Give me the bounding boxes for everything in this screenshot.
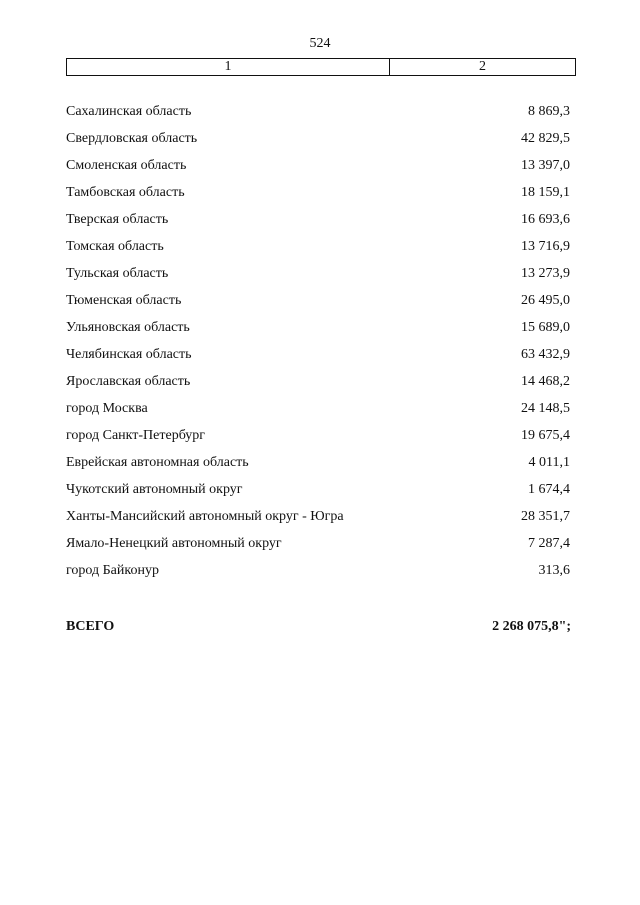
total-label: ВСЕГО	[66, 619, 115, 634]
region-value: 13 273,9	[521, 266, 570, 281]
column-header-1: 1	[67, 59, 390, 75]
region-name: Еврейская автономная область	[66, 455, 249, 470]
region-value: 16 693,6	[521, 212, 570, 227]
column-header-2: 2	[479, 59, 486, 74]
region-name: город Москва	[66, 401, 148, 416]
table-row	[66, 453, 570, 480]
table-row	[66, 561, 570, 588]
region-name: Тамбовская область	[66, 185, 185, 200]
region-name: Тульская область	[66, 266, 169, 281]
region-value: 7 287,4	[528, 536, 570, 551]
table-row	[66, 534, 570, 561]
region-name: Свердловская область	[66, 131, 198, 146]
region-value: 18 159,1	[521, 185, 570, 200]
region-name: Ханты-Мансийский автономный округ - Югра	[66, 509, 344, 524]
region-value: 63 432,9	[521, 347, 570, 362]
table-row	[66, 345, 570, 372]
table-row	[66, 426, 570, 453]
region-name: Тюменская область	[66, 293, 182, 308]
region-value: 42 829,5	[521, 131, 570, 146]
region-value: 24 148,5	[521, 401, 570, 416]
region-value: 4 011,1	[528, 455, 570, 470]
region-value: 313,6	[538, 563, 570, 578]
table-row	[66, 399, 570, 426]
table-row	[66, 102, 570, 129]
region-value: 13 716,9	[521, 239, 570, 254]
region-value: 8 869,3	[528, 104, 570, 119]
region-value: 1 674,4	[528, 482, 570, 497]
region-name: Ульяновская область	[66, 320, 190, 335]
region-name: Ямало-Ненецкий автономный округ	[66, 536, 282, 551]
region-list	[66, 102, 570, 588]
region-value: 19 675,4	[521, 428, 570, 443]
region-name: город Байконур	[66, 563, 159, 578]
page-number: 524	[309, 36, 331, 51]
region-name: Смоленская область	[66, 158, 187, 173]
table-row	[66, 237, 570, 264]
region-name: Тверская область	[66, 212, 169, 227]
region-value: 14 468,2	[521, 374, 570, 389]
table-row	[66, 183, 570, 210]
table-row	[66, 291, 570, 318]
table-row	[66, 129, 570, 156]
region-name: Сахалинская область	[66, 104, 192, 119]
table-row	[66, 480, 570, 507]
total-row	[66, 617, 571, 637]
region-name: Чукотский автономный округ	[66, 482, 243, 497]
total-value: 2 268 075,8";	[492, 619, 571, 634]
region-name: город Санкт-Петербург	[66, 428, 206, 443]
region-value: 26 495,0	[521, 293, 570, 308]
region-name: Ярославская область	[66, 374, 191, 389]
region-name: Томская область	[66, 239, 164, 254]
table-row	[66, 210, 570, 237]
table-row	[66, 156, 570, 183]
region-value: 28 351,7	[521, 509, 570, 524]
region-value: 13 397,0	[521, 158, 570, 173]
table-row	[66, 507, 570, 534]
region-name: Челябинская область	[66, 347, 192, 362]
table-row	[66, 372, 570, 399]
column-header-table	[66, 58, 576, 76]
table-row	[66, 318, 570, 345]
region-value: 15 689,0	[521, 320, 570, 335]
table-row	[66, 264, 570, 291]
